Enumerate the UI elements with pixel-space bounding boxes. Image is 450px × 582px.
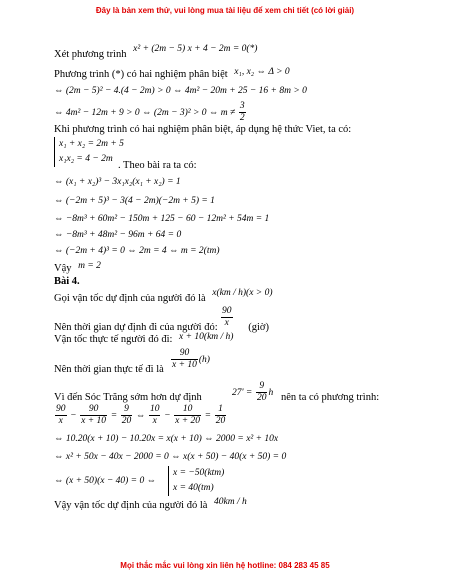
viet-system [54, 137, 124, 167]
frac-den: x + 10 [81, 416, 107, 426]
frac-den: x + 20 [175, 416, 201, 426]
frac-num: 90 [56, 404, 66, 414]
real-time-unit: (h) [198, 354, 210, 365]
let-speed-text: Gọi vận tốc dự định của người đó là [54, 293, 206, 304]
intro-text: Xét phương trình [54, 49, 127, 60]
frac-den: 20 [256, 393, 267, 403]
fraction-3-2 [239, 101, 246, 124]
footer-banner: Mọi thắc mắc vui lòng xin liên hệ hotline: 084 283 45 85 [120, 561, 330, 570]
frac-num: 9 [121, 404, 133, 416]
frac-num: 1 [215, 404, 227, 416]
let-speed-eq: x(km / h)(x > 0) [212, 288, 273, 298]
discriminant-result-eq: ⇔ 4m² − 12m + 9 > 0 ⇔ (2m − 3)² > 0 ⇔ m ≠ [54, 107, 236, 118]
early-time-unit: h [268, 387, 274, 398]
line-real-time: Nên thời gian thực tế đi là [54, 364, 164, 375]
frac-den: x [224, 318, 229, 328]
line-discriminant-result [54, 101, 247, 124]
real-speed-text: Vận tốc thực tế người đó đi: [54, 334, 173, 345]
planned-time-unit: (giờ) [248, 322, 269, 333]
real-time-frac [170, 348, 210, 371]
final-answer-text: Vậy vận tốc dự định của người đó là [54, 500, 208, 511]
line-step-5: ⇔ (−2m + 4)³ = 0 ⇔ 2m = 4 ⇔ m = 2(tm) [54, 246, 220, 256]
line-planned-time [54, 322, 269, 333]
frac-num: 9 [256, 381, 268, 393]
line-q-step-1: ⇔ 10.20(x + 10) − 10.20x = x(x + 10) ⇔ 2000 = x² + 10x [54, 434, 279, 444]
frac-num: 10 [149, 404, 160, 414]
early-tail: nên ta có phương trình: [281, 392, 380, 403]
case-rejected: x = −50(ktm) [173, 468, 225, 478]
line-step-4: ⇔ −8m³ + 48m² − 96m + 64 = 0 [54, 230, 182, 240]
early-time-prefix: 27' = [232, 387, 253, 398]
line-main-fraction-eq: $\frac{90}{x}$ − $\frac{90}{x + 10}$ = $\frac{9}{20}$ ⇔ $\frac{10}{x}$ − $\frac{10}{x + 20}$ = $\frac{1}{20}$ [56, 404, 226, 426]
planned-time-text: Nên thời gian dự định đi của người đó: [54, 322, 218, 333]
line-q-step-2: ⇔ x² + 50x − 40x − 2000 = 0 ⇔ x(x + 50) − 40(x + 50) = 0 [54, 452, 287, 462]
section-heading-bai4: Bài 4. [54, 276, 80, 287]
line-step-1: ⇔ (x₁ + x₂)³ − 3x₁x₂(x₁ + x₂) = 1 [54, 177, 181, 187]
final-answer-eq: 40km / h [214, 497, 247, 507]
condition-eq: x₁, x₂ ⇔ Δ > 0 [234, 67, 290, 77]
condition-text: Phương trình (*) có hai nghiệm phân biệt [54, 69, 228, 80]
frac-num: 90 [222, 306, 232, 316]
line-conclusion-1 [54, 263, 101, 274]
line-let-speed [54, 288, 273, 304]
early-time-eq [232, 381, 273, 404]
line-real-speed [54, 334, 233, 345]
line-discriminant: ⇔ (2m − 5)² − 4.(4 − 2m) > 0 ⇔ 4m² − 20m + 25 − 16 + 8m > 0 [54, 86, 307, 96]
early-text: Vì đến Sóc Trăng sớm hơn dự định [54, 392, 202, 403]
frac-num: 90 [171, 348, 198, 360]
frac-den: 2 [239, 113, 245, 123]
frac-den: x [58, 416, 63, 426]
line-condition [54, 69, 290, 80]
frac-den: x + 10 [172, 360, 197, 370]
viet-tail: . Theo bài ra ta có: [118, 160, 197, 171]
conclusion-eq: m = 2 [78, 261, 101, 271]
line-step-2: ⇔ (−2m + 5)³ − 3(4 − 2m)(−2m + 5) = 1 [54, 196, 215, 206]
frac-den: 20 [215, 416, 226, 426]
frac-den: x [152, 416, 157, 426]
viet-product: x₁x₂ = 4 − 2m [59, 154, 113, 164]
line-step-3: ⇔ −8m³ + 60m² − 150m + 125 − 60 − 12m² + 54m = 1 [54, 214, 270, 224]
solution-cases [168, 466, 224, 496]
conclusion-text: Vậy [54, 263, 72, 274]
frac-num: 90 [80, 404, 107, 416]
line-q-step-3 [54, 475, 156, 486]
line-early [54, 392, 202, 403]
line-final-answer [54, 497, 247, 511]
frac-den: 20 [121, 416, 132, 426]
viet-sum: x₁ + x₂ = 2m + 5 [59, 139, 124, 149]
main-equation: x² + (2m − 5) x + 4 − 2m = 0(*) [133, 44, 258, 54]
real-speed-eq: x + 10(km / h) [179, 332, 234, 342]
line-viet-intro: Khi phương trình có hai nghiệm phân biệt, áp dụng hệ thức Viet, ta có: [54, 124, 352, 135]
frac-num: 3 [239, 101, 245, 111]
line-equation-intro [54, 44, 258, 60]
frac-num: 10 [174, 404, 201, 416]
case-accepted: x = 40(tm) [173, 483, 214, 493]
q-step-3-eq: ⇔ (x + 50)(x − 40) = 0 ⇔ [54, 476, 157, 486]
header-banner: Đây là bản xem thử, vui lòng mua tài liệu để xem chi tiết (có lời giải) [95, 6, 355, 15]
